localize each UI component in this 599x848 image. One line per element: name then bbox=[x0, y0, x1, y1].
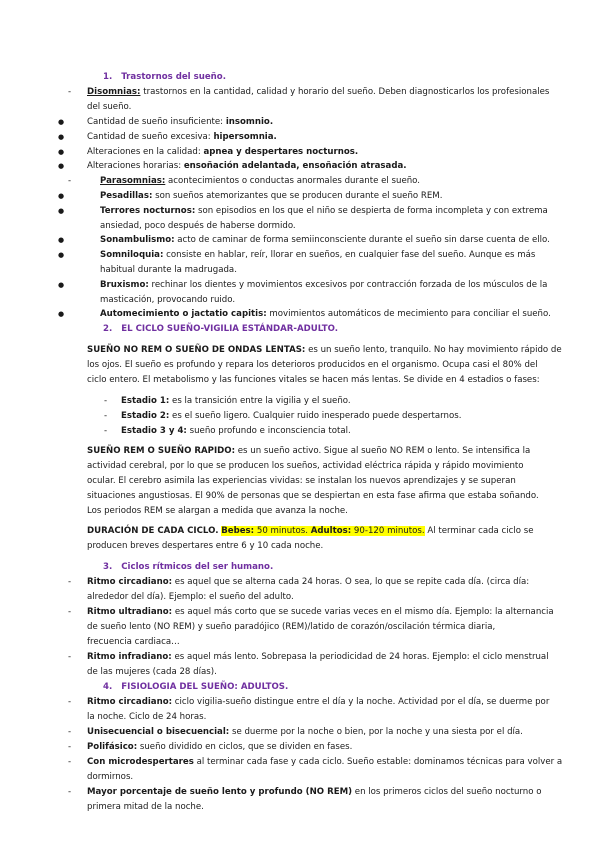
emphasis-text: SUEÑO REM O SUEÑO RAPIDO: bbox=[87, 446, 236, 456]
body-text: frecuencia cardiaca… bbox=[87, 637, 180, 647]
body-text: acto de caminar de forma semiinconsciente durante el sueño sin darse cuenta de ello. bbox=[174, 235, 550, 245]
emphasis-text: apnea y despertares nocturnos. bbox=[203, 147, 359, 157]
body-text: ocular. El cerebro asimila las experiencias vividas: se instalan los nuevos aprendizajes y se superan bbox=[87, 476, 516, 486]
emphasis-text: Estadio 3 y 4: bbox=[121, 426, 187, 436]
text-line bbox=[100, 307, 551, 322]
emphasis-text: Sonambulismo: bbox=[100, 235, 175, 245]
emphasis-text: Somniloquia: bbox=[100, 250, 164, 260]
text-line bbox=[87, 489, 539, 504]
bullet-marker: ● bbox=[58, 310, 65, 318]
text-line bbox=[87, 665, 217, 680]
bullet-marker: ● bbox=[58, 133, 65, 141]
body-text: Alteraciones horarias: bbox=[87, 161, 184, 171]
emphasis-text: Unisecuencial o bisecuencial: bbox=[87, 727, 230, 737]
text-line bbox=[87, 444, 530, 459]
text-line bbox=[100, 174, 420, 189]
body-text: ciclo vigilia-sueño distingue entre el día y la noche. Actividad por el día, se duerme por bbox=[172, 697, 550, 707]
text-line bbox=[121, 424, 351, 439]
body-text: es aquel más corto que se sucede varias veces en el mismo día. Ejemplo: la alternancia bbox=[172, 607, 554, 617]
dash-marker: - bbox=[68, 577, 72, 587]
text-line bbox=[87, 130, 277, 145]
text-line bbox=[87, 159, 407, 174]
dash-marker: - bbox=[68, 757, 72, 767]
text-line bbox=[100, 293, 235, 308]
bullet-marker: ● bbox=[58, 148, 65, 156]
body-text: Al terminar cada ciclo se bbox=[424, 526, 534, 536]
text-line bbox=[87, 115, 273, 130]
text-line bbox=[100, 189, 442, 204]
body-text: es un sueño lento, tranquilo. No hay movimiento rápido de bbox=[305, 345, 562, 355]
bullet-marker: ● bbox=[58, 281, 65, 289]
emphasis-text: hipersomnia. bbox=[213, 132, 277, 142]
dash-marker: - bbox=[68, 787, 72, 797]
dash-marker: - bbox=[104, 396, 108, 406]
bullet-marker: ● bbox=[58, 162, 65, 170]
emphasis-text: DURACIÓN DE CADA CICLO. bbox=[87, 526, 219, 536]
emphasis-text: Ritmo infradiano: bbox=[87, 652, 172, 662]
dash-marker: - bbox=[68, 652, 72, 662]
body-text: habitual durante la madrugada. bbox=[100, 265, 237, 275]
bullet-marker: ● bbox=[58, 207, 65, 215]
text-line bbox=[87, 605, 554, 620]
body-text: consiste en hablar, reír, llorar en sueños, en cualquier fase del sueño. Aunque es más bbox=[163, 250, 536, 260]
dash-marker: - bbox=[104, 426, 108, 436]
text-line bbox=[87, 474, 516, 489]
text-line bbox=[100, 204, 548, 219]
body-text: primera mitad de la noche. bbox=[87, 802, 204, 812]
text-line bbox=[87, 785, 542, 800]
bullet-marker: ● bbox=[58, 192, 65, 200]
text-line bbox=[87, 343, 562, 358]
section-heading-text: FISIOLOGIA DEL SUEÑO: ADULTOS. bbox=[121, 682, 289, 692]
text-line bbox=[87, 85, 549, 100]
text-line bbox=[87, 650, 549, 665]
emphasis-text: Con microdespertares bbox=[87, 757, 194, 767]
text-line bbox=[100, 263, 237, 278]
body-text: del sueño. bbox=[87, 102, 132, 112]
emphasis-text: Mayor porcentaje de sueño lento y profundo (NO REM) bbox=[87, 787, 353, 797]
bullet-marker: ● bbox=[58, 118, 65, 126]
section-heading-text: 2. bbox=[103, 324, 113, 334]
emphasis-text: Pesadillas: bbox=[100, 191, 153, 201]
text-line bbox=[87, 770, 133, 785]
body-text: dormirnos. bbox=[87, 772, 134, 782]
body-text: son sueños atemorizantes que se producen durante el sueño REM. bbox=[152, 191, 443, 201]
body-text: al terminar cada fase y cada ciclo. Sueño estable: dominamos técnicas para volver a bbox=[193, 757, 563, 767]
text-line bbox=[87, 740, 352, 755]
body-text: actividad cerebral, por lo que se producen los sueños, actividad eléctrica rápida y rápido movimiento bbox=[87, 461, 524, 471]
text-line bbox=[100, 248, 535, 263]
section-heading-text: Ciclos rítmicos del ser humano. bbox=[121, 562, 274, 572]
text-line bbox=[87, 725, 523, 740]
emphasis-text: Polifásico: bbox=[87, 742, 138, 752]
section-heading-text: Trastornos del sueño. bbox=[121, 72, 226, 82]
emphasis-text: Ritmo circadiano: bbox=[87, 577, 173, 587]
text-line bbox=[87, 695, 549, 710]
text-line bbox=[100, 219, 296, 234]
text-line bbox=[87, 373, 540, 388]
text-line bbox=[87, 710, 206, 725]
emphasis-text: Automecimiento o jactatio capitis: bbox=[100, 309, 267, 319]
text-line bbox=[87, 800, 204, 815]
body-text: los ojos. El sueño es profundo y repara los deterioros producidos en el organismo. Ocupa casi el 80% del bbox=[87, 360, 538, 370]
body-text: es el sueño ligero. Cualquier ruido inesperado puede despertarnos. bbox=[169, 411, 462, 421]
bullet-marker: ● bbox=[58, 236, 65, 244]
emphasis-text: SUEÑO NO REM O SUEÑO DE ONDAS LENTAS: bbox=[87, 345, 306, 355]
emphasis-text: 50 minutos. bbox=[254, 526, 311, 536]
dash-marker: - bbox=[68, 742, 72, 752]
body-text: alrededor del día). Ejemplo: el sueño del adulto. bbox=[87, 592, 294, 602]
dash-marker: - bbox=[104, 411, 108, 421]
text-line bbox=[103, 322, 338, 337]
text-line bbox=[87, 620, 495, 635]
body-text: Alteraciones en la calidad: bbox=[87, 147, 204, 157]
text-line bbox=[103, 680, 288, 695]
dash-marker: - bbox=[68, 176, 72, 186]
body-text: es un sueño activo. Sigue al sueño NO REM o lento. Se intensifica la bbox=[235, 446, 531, 456]
text-line bbox=[87, 590, 294, 605]
body-text: Cantidad de sueño insuficiente: bbox=[87, 117, 226, 127]
emphasis-text: 90-120 minutos. bbox=[351, 526, 425, 536]
emphasis-text: Bruxismo: bbox=[100, 280, 149, 290]
body-text: es aquel que se alterna cada 24 horas. O sea, lo que se repite cada día. (circa día: bbox=[172, 577, 530, 587]
body-text: es la transición entre la vigilia y el sueño. bbox=[169, 396, 351, 406]
dash-marker: - bbox=[68, 697, 72, 707]
body-text: trastornos en la cantidad, calidad y horario del sueño. Deben diagnosticarlos los profesionales bbox=[140, 87, 550, 97]
dash-marker: - bbox=[68, 87, 72, 97]
dash-marker: - bbox=[68, 607, 72, 617]
emphasis-text: Estadio 2: bbox=[121, 411, 170, 421]
text-line bbox=[121, 394, 351, 409]
emphasis-text: Adultos: bbox=[310, 526, 352, 536]
emphasis-text: insomnio. bbox=[225, 117, 274, 127]
text-line bbox=[121, 409, 461, 424]
text-line bbox=[87, 504, 348, 519]
body-text: acontecimientos o conductas anormales durante el sueño. bbox=[165, 176, 421, 186]
body-text: Cantidad de sueño excesiva: bbox=[87, 132, 214, 142]
body-text: producen breves despertares entre 6 y 10 cada noche. bbox=[87, 541, 324, 551]
text-line bbox=[87, 635, 180, 650]
text-line bbox=[103, 70, 226, 85]
text-line bbox=[87, 755, 562, 770]
body-text: situaciones angustiosas. El 90% de personas que se despiertan en esta fase afirma que estaba soñando. bbox=[87, 491, 539, 501]
section-heading-text: 1. bbox=[103, 72, 113, 82]
emphasis-text: Ritmo circadiano: bbox=[87, 697, 173, 707]
emphasis-text: Estadio 1: bbox=[121, 396, 170, 406]
text-line bbox=[87, 459, 524, 474]
text-line bbox=[103, 560, 273, 575]
body-text: en los primeros ciclos del sueño nocturno o bbox=[352, 787, 542, 797]
bullet-marker: ● bbox=[58, 251, 65, 259]
body-text: ansiedad, poco después de haberse dormido. bbox=[100, 221, 296, 231]
section-heading-text: 3. bbox=[103, 562, 113, 572]
body-text: movimientos automáticos de mecimiento para conciliar el sueño. bbox=[266, 309, 551, 319]
emphasis-text: ensoñación adelantada, ensoñación atrasada. bbox=[183, 161, 407, 171]
text-line bbox=[87, 524, 534, 539]
emphasis-text: Terrores nocturnos: bbox=[100, 206, 196, 216]
section-heading-text: EL CICLO SUEÑO-VIGILIA ESTÁNDAR-ADULTO. bbox=[121, 324, 339, 334]
text-line bbox=[87, 575, 529, 590]
text-line bbox=[87, 100, 131, 115]
body-text: de sueño lento (NO REM) y sueño paradójico (REM)/latido de corazón/oscilación térmica diaria, bbox=[87, 622, 496, 632]
text-line bbox=[87, 358, 538, 373]
section-heading-text: 4. bbox=[103, 682, 113, 692]
body-text: son episodios en los que el niño se despierta de forma incompleta y con extrema bbox=[195, 206, 548, 216]
dash-marker: - bbox=[68, 727, 72, 737]
body-text: es aquel más lento. Sobrepasa la periodicidad de 24 horas. Ejemplo: el ciclo menstrual bbox=[171, 652, 549, 662]
emphasis-text: Ritmo ultradiano: bbox=[87, 607, 173, 617]
body-text: Los periodos REM se alargan a medida que avanza la noche. bbox=[87, 506, 348, 516]
text-line bbox=[87, 539, 323, 554]
emphasis-text: Disomnias: bbox=[87, 87, 141, 97]
body-text: la noche. Ciclo de 24 horas. bbox=[87, 712, 207, 722]
body-text: sueño dividido en ciclos, que se dividen en fases. bbox=[137, 742, 353, 752]
emphasis-text: Parasomnias: bbox=[100, 176, 166, 186]
body-text: se duerme por la noche o bien, por la noche y una siesta por el día. bbox=[229, 727, 523, 737]
text-line bbox=[100, 233, 550, 248]
text-line bbox=[87, 145, 358, 160]
body-text: sueño profundo e inconsciencia total. bbox=[186, 426, 351, 436]
text-line bbox=[100, 278, 547, 293]
body-text: de las mujeres (cada 28 días). bbox=[87, 667, 217, 677]
emphasis-text: Bebes: bbox=[221, 526, 255, 536]
body-text: masticación, provocando ruido. bbox=[100, 295, 236, 305]
body-text: ciclo entero. El metabolismo y las funciones vitales se hacen más lentas. Se divide en 4 estadios o fases: bbox=[87, 375, 540, 385]
body-text: rechinar los dientes y movimientos excesivos por contracción forzada de los músculos de la bbox=[148, 280, 548, 290]
